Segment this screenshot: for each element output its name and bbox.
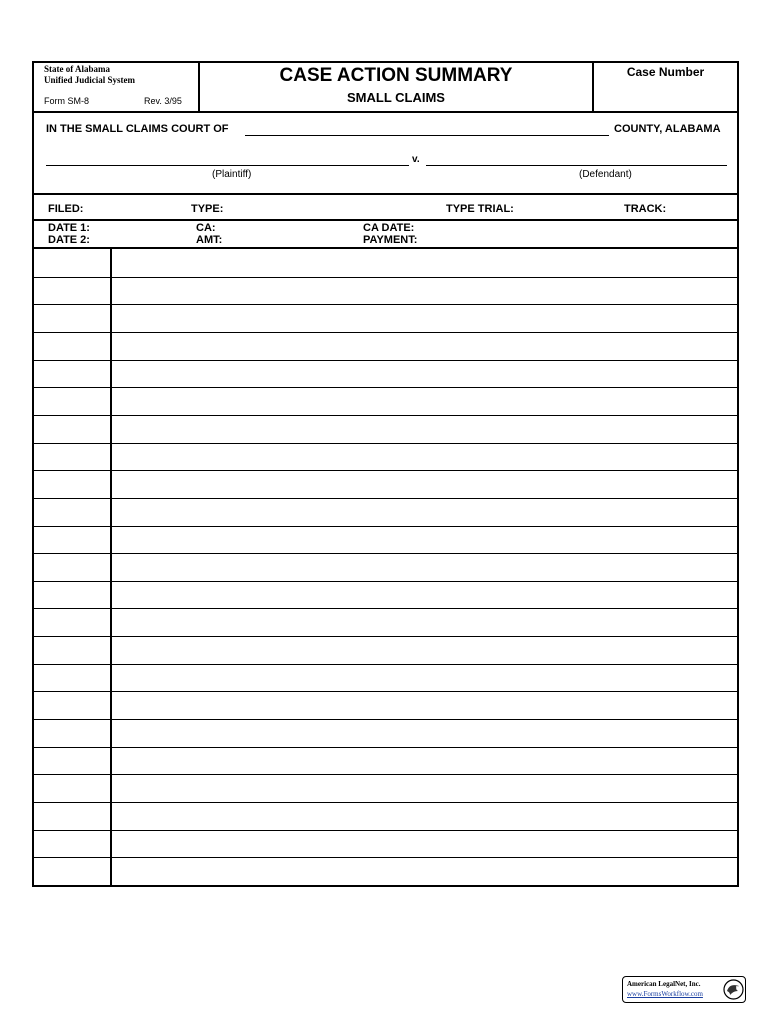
- row-entry-cell[interactable]: [112, 830, 737, 858]
- ca-label: CA:: [196, 222, 216, 234]
- date2-label: DATE 2:: [48, 234, 90, 246]
- row-entry-cell[interactable]: [112, 498, 737, 526]
- row-entry-cell[interactable]: [112, 747, 737, 775]
- defendant-field[interactable]: [426, 165, 727, 166]
- table-row: [34, 857, 737, 886]
- table-row: [34, 249, 737, 278]
- row-date-cell[interactable]: [34, 802, 112, 830]
- row-date-cell[interactable]: [34, 498, 112, 526]
- table-row: [34, 802, 737, 831]
- row-entry-cell[interactable]: [112, 443, 737, 471]
- row-entry-cell[interactable]: [112, 581, 737, 609]
- court-suffix: COUNTY, ALABAMA: [614, 123, 721, 135]
- table-row: [34, 526, 737, 555]
- row-entry-cell[interactable]: [112, 470, 737, 498]
- publisher-logo: [622, 976, 746, 1003]
- row-entry-cell[interactable]: [112, 387, 737, 415]
- publisher-name: American LegalNet, Inc.: [627, 980, 701, 988]
- table-row: [34, 830, 737, 859]
- table-row: [34, 664, 737, 693]
- track-label: TRACK:: [624, 203, 667, 215]
- row-date-cell[interactable]: [34, 277, 112, 305]
- defendant-label: (Defendant): [579, 169, 632, 180]
- row-date-cell[interactable]: [34, 664, 112, 692]
- row-entry-cell[interactable]: [112, 664, 737, 692]
- table-row: [34, 360, 737, 389]
- form-header: [34, 63, 737, 113]
- row-entry-cell[interactable]: [112, 277, 737, 305]
- row-date-cell[interactable]: [34, 443, 112, 471]
- amt-label: AMT:: [196, 234, 223, 246]
- form-number: Form SM-8: [44, 96, 89, 106]
- plaintiff-field[interactable]: [46, 165, 409, 166]
- row-entry-cell[interactable]: [112, 526, 737, 554]
- section-divider-2: [34, 219, 737, 221]
- row-entry-cell[interactable]: [112, 857, 737, 885]
- row-date-cell[interactable]: [34, 304, 112, 332]
- row-date-cell[interactable]: [34, 581, 112, 609]
- payment-label: PAYMENT:: [363, 234, 418, 246]
- table-row: [34, 608, 737, 637]
- row-entry-cell[interactable]: [112, 304, 737, 332]
- filed-label: FILED:: [48, 203, 84, 215]
- row-entry-cell[interactable]: [112, 774, 737, 802]
- type-trial-label: TYPE TRIAL:: [446, 203, 514, 215]
- table-row: [34, 332, 737, 361]
- row-date-cell[interactable]: [34, 415, 112, 443]
- table-row: [34, 774, 737, 803]
- row-date-cell[interactable]: [34, 332, 112, 360]
- case-number-field[interactable]: [606, 83, 726, 107]
- form-subtitle: SMALL CLAIMS: [347, 90, 445, 105]
- table-row: [34, 277, 737, 306]
- table-row: [34, 304, 737, 333]
- table-row: [34, 387, 737, 416]
- row-entry-cell[interactable]: [112, 360, 737, 388]
- row-entry-cell[interactable]: [112, 719, 737, 747]
- versus-label: v.: [412, 154, 420, 165]
- table-row: [34, 498, 737, 527]
- table-row: [34, 443, 737, 472]
- row-date-cell[interactable]: [34, 608, 112, 636]
- row-date-cell[interactable]: [34, 774, 112, 802]
- form-title: CASE ACTION SUMMARY: [279, 65, 513, 86]
- row-entry-cell[interactable]: [112, 691, 737, 719]
- date1-label: DATE 1:: [48, 222, 90, 234]
- row-date-cell[interactable]: [34, 830, 112, 858]
- county-field[interactable]: [245, 135, 609, 136]
- row-entry-cell[interactable]: [112, 802, 737, 830]
- judicial-system-name: Unified Judicial System: [44, 75, 136, 85]
- row-entry-cell[interactable]: [112, 608, 737, 636]
- court-prefix: IN THE SMALL CLAIMS COURT OF: [46, 123, 229, 135]
- table-row: [34, 747, 737, 776]
- table-row: [34, 636, 737, 665]
- row-entry-cell[interactable]: [112, 249, 737, 277]
- row-date-cell[interactable]: [34, 470, 112, 498]
- table-row: [34, 581, 737, 610]
- ca-date-label: CA DATE:: [363, 222, 415, 234]
- eagle-seal-icon: [723, 979, 744, 1000]
- row-entry-cell[interactable]: [112, 553, 737, 581]
- entry-table: [34, 249, 737, 885]
- row-date-cell[interactable]: [34, 249, 112, 277]
- table-row: [34, 553, 737, 582]
- table-row: [34, 415, 737, 444]
- type-label: TYPE:: [191, 203, 224, 215]
- publisher-url[interactable]: www.FormsWorkflow.com: [627, 990, 703, 998]
- state-name: State of Alabama: [44, 64, 110, 74]
- case-action-summary-form: [32, 61, 739, 887]
- row-date-cell[interactable]: [34, 691, 112, 719]
- row-date-cell[interactable]: [34, 360, 112, 388]
- row-date-cell[interactable]: [34, 747, 112, 775]
- case-number-label: Case Number: [626, 65, 705, 79]
- section-divider-1: [34, 193, 737, 195]
- table-row: [34, 719, 737, 748]
- row-date-cell[interactable]: [34, 636, 112, 664]
- plaintiff-label: (Plaintiff): [212, 169, 252, 180]
- row-entry-cell[interactable]: [112, 636, 737, 664]
- row-entry-cell[interactable]: [112, 415, 737, 443]
- row-date-cell[interactable]: [34, 387, 112, 415]
- row-date-cell[interactable]: [34, 553, 112, 581]
- row-date-cell[interactable]: [34, 526, 112, 554]
- table-row: [34, 691, 737, 720]
- row-date-cell[interactable]: [34, 857, 112, 885]
- row-entry-cell[interactable]: [112, 332, 737, 360]
- revision-date: Rev. 3/95: [144, 96, 182, 106]
- row-date-cell[interactable]: [34, 719, 112, 747]
- table-row: [34, 470, 737, 499]
